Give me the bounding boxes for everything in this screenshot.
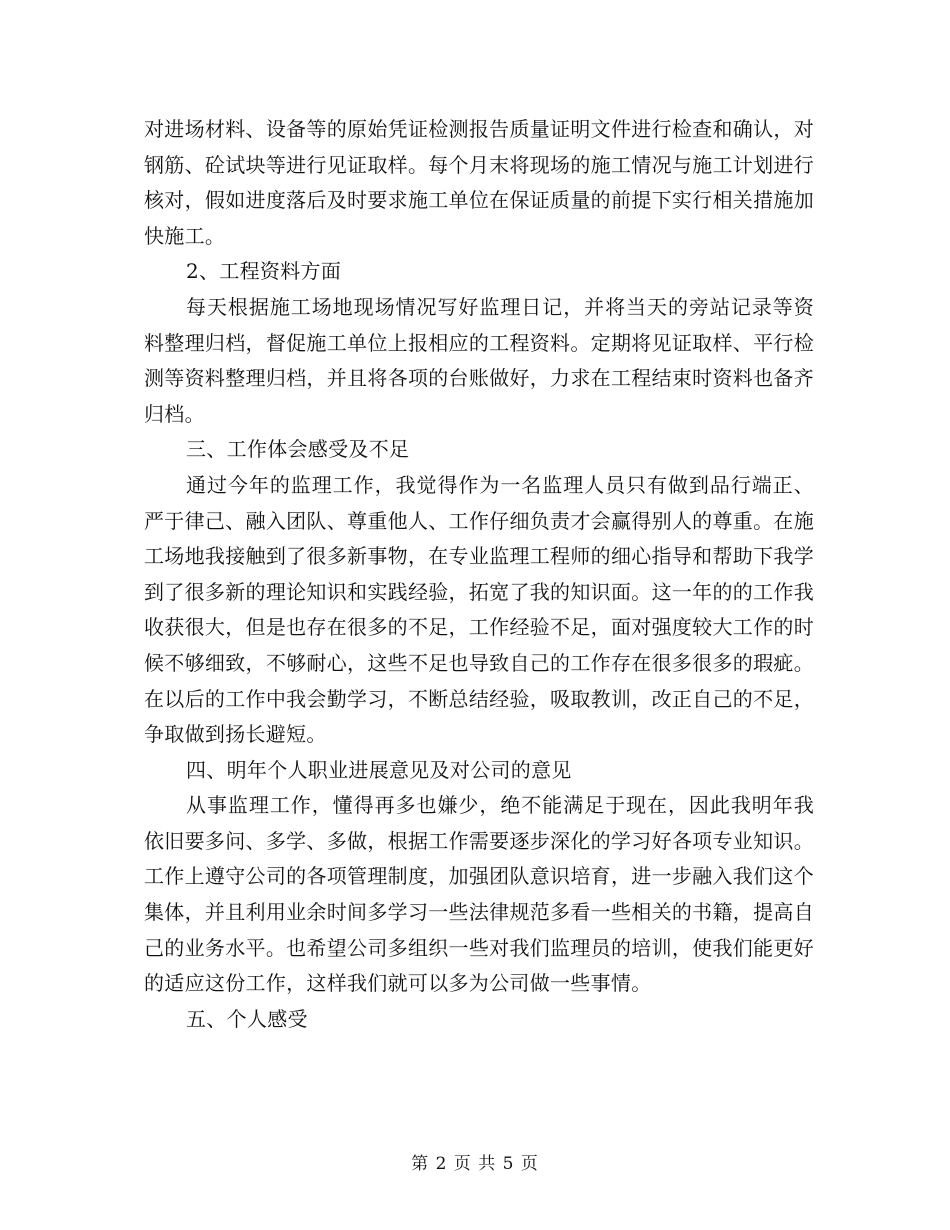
paragraph-work-experience: 通过今年的监理工作，我觉得作为一名监理人员只有做到品行端正、严于律己、融入团队、尊重他人、工作仔细负责才会赢得别人的尊重。在施工场地我接触到了很多新事物，在专业监理工程师的细心指导和帮助下我学到了很多新的理论知识和实践经验，拓宽了我的知识面。这一年的的工作我收获很大，但是也存在很多的不足，工作经验不足，面对强度较大工作的时候不够细致，不够耐心，这些不足也导致自己的工作存在很多很多的瑕疵。在以后的工作中我会勤学习，不断总结经验，吸取教训，改正自己的不足，争取做到扬长避短。	[144, 472, 814, 747]
section-heading-work-experience: 三、工作体会感受及不足	[186, 437, 410, 462]
section-heading-career-plan: 四、明年个人职业进展意见及对公司的意见	[186, 757, 572, 782]
document-body	[144, 112, 814, 1037]
paragraph-project-documents: 每天根据施工场地现场情况写好监理日记，并将当天的旁站记录等资料整理归档，督促施工单位上报相应的工程资料。定期将见证取样、平行检测等资料整理归档，并且将各项的台账做好，力求在工程结束时资料也备齐归档。	[144, 294, 814, 426]
section-heading-project-documents: 2、工程资料方面	[186, 259, 342, 284]
section-heading-personal-feelings: 五、个人感受	[186, 1006, 308, 1031]
paragraph-material-inspection: 对进场材料、设备等的原始凭证检测报告质量证明文件进行检查和确认，对钢筋、砼试块等进行见证取样。每个月末将现场的施工情况与施工计划进行核对，假如进度落后及时要求施工单位在保证质量的前提下实行相关措施加快施工。	[144, 117, 814, 248]
paragraph-career-plan: 从事监理工作，懂得再多也嫌少，绝不能满足于现在，因此我明年我依旧要多问、多学、多做，根据工作需要逐步深化的学习好各项专业知识。工作上遵守公司的各项管理制度，加强团队意识培育，进一步融入我们这个集体，并且利用业余时间多学习一些法律规范多看一些相关的书籍，提高自己的业务水平。也希望公司多组织一些对我们监理员的培训，使我们能更好的适应这份工作，这样我们就可以多为公司做一些事情。	[144, 793, 814, 996]
page-number-footer: 第 2 页 共 5 页	[411, 1154, 539, 1174]
